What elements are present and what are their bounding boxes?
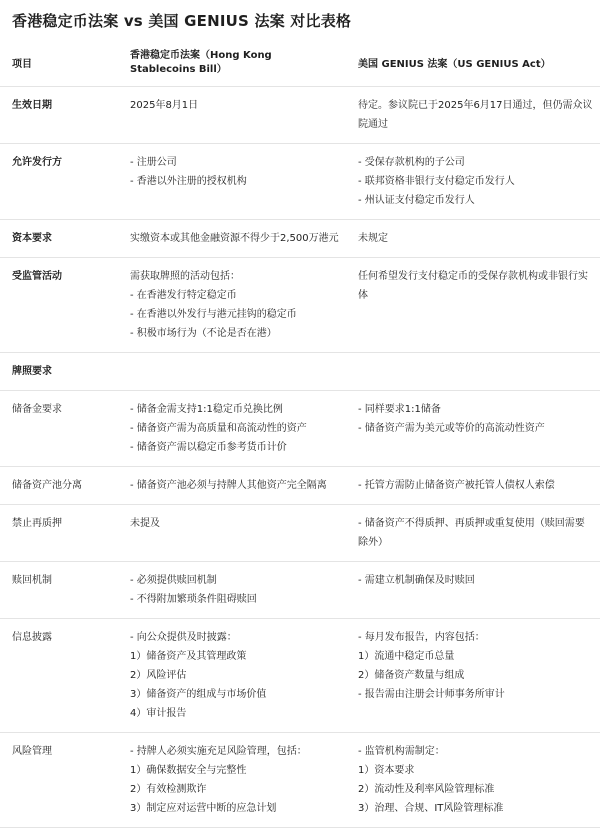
row-label: 受监管活动 [0,258,118,353]
cell-line: - 持牌人必须实施充足风险管理，包括： [130,746,307,757]
cell-line: - 每月发布报告，内容包括： [358,632,485,643]
hk-cell [118,733,346,828]
cell-line: 2）流动性及利率风险管理标准 [358,784,495,795]
table-row [0,733,600,828]
cell-line: - 报告需由注册会计师事务所审计 [358,689,505,700]
table-row [0,619,600,733]
cell-line: - 受保存款机构的子公司 [358,157,465,168]
us-cell [346,391,600,467]
cell-line: - 在香港发行特定稳定币 [130,290,237,301]
table-row [0,220,600,258]
table-row [0,562,600,619]
cell-line: 3）制定应对运营中断的应急计划 [130,803,277,814]
us-cell [346,258,600,353]
row-label: 赎回机制 [0,562,118,619]
cell-line: - 积极市场行为（不论是否在港） [130,328,277,339]
cell-line: 3）储备资产的组成与市场价值 [130,689,267,700]
cell-line: - 储备资产池必须与持牌人其他资产完全隔离 [130,480,327,491]
cell-line: - 储备资产不得质押、再质押或重复使用（赎回需要除外） [358,518,585,548]
cell-line: - 联邦资格非银行支付稳定币发行人 [358,176,515,187]
us-cell [346,562,600,619]
table-body [0,87,600,828]
row-label: 风险管理 [0,733,118,828]
table-row [0,258,600,353]
table-row [0,144,600,220]
cell-line: - 储备资产需为高质量和高流动性的资产 [130,423,307,434]
hk-cell [118,353,346,391]
us-cell [346,144,600,220]
cell-line: 未规定 [358,233,388,244]
cell-line: - 必须提供赎回机制 [130,575,217,586]
cell-line: - 托管方需防止储备资产被托管人债权人索偿 [358,480,555,491]
hk-cell [118,391,346,467]
cell-line: - 不得附加繁琐条件阻碍赎回 [130,594,257,605]
header-item: 项目 [0,40,118,87]
cell-line: 1）储备资产及其管理政策 [130,651,247,662]
hk-cell [118,220,346,258]
comparison-table [0,40,600,828]
cell-line: 1）确保数据安全与完整性 [130,765,247,776]
cell-line: 2025年8月1日 [130,100,199,111]
cell-line: 实缴资本或其他金融资源不得少于2,500万港元 [130,233,339,244]
table-row [0,391,600,467]
cell-line: 任何希望发行支付稳定币的受保存款机构或非银行实体 [358,271,588,301]
cell-line: 需获取牌照的活动包括： [130,271,240,282]
table-row [0,505,600,562]
header-hk: 香港稳定币法案（Hong Kong Stablecoins Bill） [118,40,346,87]
us-cell [346,505,600,562]
row-label: 信息披露 [0,619,118,733]
cell-line: 1）流通中稳定币总量 [358,651,455,662]
us-cell [346,619,600,733]
cell-line: 3）治理、合规、IT风险管理标准 [358,803,504,814]
cell-line: - 在香港以外发行与港元挂钩的稳定币 [130,309,297,320]
us-cell [346,220,600,258]
hk-cell [118,258,346,353]
hk-cell [118,144,346,220]
cell-line: - 向公众提供及时披露： [130,632,237,643]
cell-line: 1）资本要求 [358,765,415,776]
cell-line: - 储备金需支持1:1稳定币兑换比例 [130,404,283,415]
cell-line: 待定。参议院已于2025年6月17日通过，但仍需众议院通过 [358,100,593,130]
cell-line: 2）储备资产数量与组成 [358,670,465,681]
cell-line: 2）有效检测欺诈 [130,784,207,795]
table-row [0,467,600,505]
cell-line: - 注册公司 [130,157,177,168]
row-label: 资本要求 [0,220,118,258]
us-cell [346,467,600,505]
cell-line: - 储备资产需为美元或等价的高流动性资产 [358,423,545,434]
cell-line: 4）审计报告 [130,708,187,719]
us-cell [346,733,600,828]
row-label: 储备金要求 [0,391,118,467]
hk-cell [118,619,346,733]
cell-line: - 州认证支付稳定币发行人 [358,195,475,206]
cell-line: - 同样要求1:1储备 [358,404,441,415]
hk-cell [118,87,346,144]
page-title: 香港稳定币法案 vs 美国 GENIUS 法案 对比表格 [12,12,352,30]
cell-line: - 监管机构需制定： [358,746,445,757]
row-label: 生效日期 [0,87,118,144]
hk-cell [118,562,346,619]
cell-line: 2）风险评估 [130,670,187,681]
table-row [0,87,600,144]
cell-line: - 需建立机制确保及时赎回 [358,575,475,586]
row-label: 牌照要求 [0,353,118,391]
row-label: 储备资产池分离 [0,467,118,505]
row-label: 允许发行方 [0,144,118,220]
hk-cell [118,467,346,505]
cell-line: 未提及 [130,518,160,529]
cell-line: - 储备资产需以稳定币参考货币计价 [130,442,287,453]
us-cell [346,87,600,144]
hk-cell [118,505,346,562]
table-row [0,353,600,391]
cell-line: - 香港以外注册的授权机构 [130,176,247,187]
table-header-row [0,40,600,87]
header-us: 美国 GENIUS 法案（US GENIUS Act） [346,40,600,87]
us-cell [346,353,600,391]
row-label: 禁止再质押 [0,505,118,562]
